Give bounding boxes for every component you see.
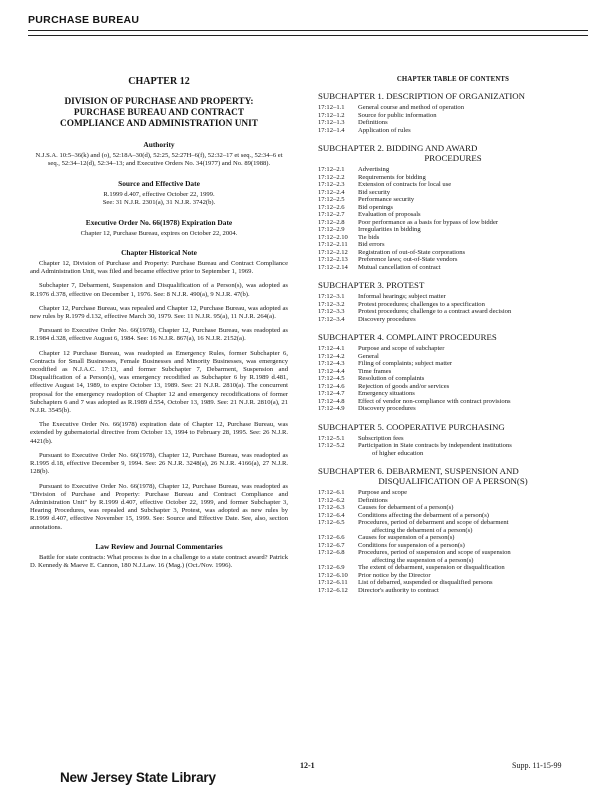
section-title <box>358 219 588 227</box>
section-title <box>358 308 588 316</box>
toc-entry <box>318 345 588 353</box>
section-number: 17:12–3.2 <box>318 300 345 308</box>
toc-entry <box>318 542 588 550</box>
section-number: 17:12–6.12 <box>318 586 348 594</box>
toc-entry <box>318 442 588 457</box>
toc-entry <box>318 249 588 257</box>
left-column <box>30 76 288 570</box>
section-number: 17:12–6.11 <box>318 579 348 586</box>
toc-entry <box>318 293 588 301</box>
section-title <box>358 489 588 497</box>
section-title <box>358 127 588 135</box>
section-title-text: Advertising <box>358 166 390 173</box>
source-line-2: See: 31 N.J.R. 2301(a), 31 N.J.R. 3742(b). <box>102 199 216 207</box>
section-title <box>358 166 588 174</box>
section-title <box>358 112 588 120</box>
section-number: 17:12–6.4 <box>318 511 345 519</box>
section-number: 17:12–2.11 <box>318 241 348 248</box>
section-number: 17:12–6.5 <box>318 519 345 526</box>
toc-entry <box>318 572 588 580</box>
expiration-heading: Executive Order No. 66(1978) Expiration Date <box>85 217 233 227</box>
toc-entry <box>318 119 588 127</box>
section-title-text: Registration of out-of-State corporations <box>358 248 466 256</box>
section-title <box>358 119 588 127</box>
section-number: 17:12–2.10 <box>318 233 348 241</box>
section-title <box>358 293 588 301</box>
section-title <box>358 204 588 212</box>
chapter-number: CHAPTER 12 <box>128 76 190 87</box>
section-title-text: Requirements for bidding <box>358 173 426 181</box>
toc-entry <box>318 353 588 361</box>
section-title <box>358 579 588 587</box>
toc-entry <box>318 204 588 212</box>
section-title-text: Causes for suspension of a person(s) <box>358 534 455 541</box>
section-title-text: Causes for debarment of a person(s) <box>358 504 454 511</box>
section-title-text: Tie bids <box>358 233 380 241</box>
section-title-text: Procedures, period of debarment and scope of debarment <box>358 519 509 526</box>
subchapter-heading-continued: PROCEDURES <box>424 153 482 163</box>
section-number: 17:12–4.9 <box>318 405 345 412</box>
toc-entry <box>318 549 588 564</box>
toc-entry <box>318 435 588 443</box>
toc-entry <box>318 308 588 316</box>
section-title-text: Application of rules <box>358 126 411 134</box>
toc-entry <box>318 375 588 383</box>
section-title <box>358 549 588 564</box>
section-title-text: Protest procedures; challenges to a specification <box>358 300 485 308</box>
section-title-continued: affecting the debarment of a person(s) <box>372 526 473 534</box>
section-number: 17:12–5.2 <box>318 442 345 449</box>
section-title-text: Participation in State contracts by independent institutions <box>358 442 512 449</box>
history-paragraph: Chapter 12 Purchase Bureau, was readopted as Emergency Rules, former Subchapter 6, Contracts for Small Businesses, Female Businesses and Minority Businesses, was emergency recodified as N.J.A.C. 17:13, and former Subchapter 7, Debarment, Suspension and Disqualification of a Person(s), was emergency recodified as Subchapter 6 by R.1989 d.481, effective August 14, 1989, to expire October 13, 1989. See: 21 N.J.R. 2810(a). The concurrent proposal for the emergency readoption of Chapter 12 and emergency recodifications of former Subchapters 6 and 7 was adopted as R.1989 d.554, October 13, 1989. See: 21 N.J.R. 2810(a), 21 N.J.R. 3545(b). <box>30 349 288 415</box>
section-title-text: Irregularities in bidding <box>358 226 421 233</box>
section-title <box>358 256 588 264</box>
section-title <box>358 512 588 520</box>
section-title-text: Bid openings <box>358 203 393 211</box>
section-title <box>358 534 588 542</box>
toc-entry <box>318 127 588 135</box>
section-title <box>358 390 588 398</box>
section-title <box>358 519 588 534</box>
running-head: PURCHASE BUREAU <box>28 14 140 26</box>
subchapter-heading <box>318 143 588 163</box>
toc-entry <box>318 256 588 264</box>
section-title-text: Filing of complaints; subject matter <box>358 360 453 367</box>
section-title <box>358 564 588 572</box>
section-number: 17:12–2.2 <box>318 173 345 181</box>
toc-entry <box>318 519 588 534</box>
toc-entry <box>318 383 588 391</box>
section-number: 17:12–4.1 <box>318 345 345 352</box>
source-heading: Source and Effective Date <box>118 178 200 188</box>
section-title-text: Emergency situations <box>358 390 415 397</box>
section-title <box>358 398 588 406</box>
section-title <box>358 383 588 391</box>
section-title-text: Definitions <box>358 119 388 126</box>
toc-entry <box>318 301 588 309</box>
section-title-text: Subscription fees <box>358 434 404 442</box>
section-title-text: Director's authority to contract <box>358 586 439 594</box>
section-number: 17:12–4.6 <box>318 382 345 390</box>
section-title <box>358 196 588 204</box>
history-paragraph: Subchapter 7, Debarment, Suspension and Disqualification of a Person(s), was adopted as R.1976 d.378, effective on December 1, 1976. See: 8 N.J.R. 490(a), 9 N.J.R. 47(b). <box>30 282 288 298</box>
section-number: 17:12–2.6 <box>318 203 345 211</box>
section-number: 17:12–2.9 <box>318 226 345 233</box>
section-number: 17:12–1.2 <box>318 111 345 119</box>
section-number: 17:12–2.13 <box>318 256 348 263</box>
section-title-text: The extent of debarment, suspension or disqualification <box>358 564 505 571</box>
history-paragraph: Pursuant to Executive Order No. 66(1978), Chapter 12, Purchase Bureau, was readopted as R.1984 d.328, effective August 6, 1984. See: 16 N.J.R. 867(a), 16 N.J.R. 2152(a). <box>30 327 288 343</box>
history-paragraph: Chapter 12, Division of Purchase and Property: Purchase Bureau and Contract Compliance and Administration Unit, was filed and became effective prior to September 1, 1969. <box>30 260 288 276</box>
toc-entry <box>318 226 588 234</box>
subchapter-heading-text: SUBCHAPTER 1. DESCRIPTION OF ORGANIZATION <box>318 91 525 101</box>
section-title <box>358 504 588 512</box>
history-paragraph: Pursuant to Executive Order No. 66(1978), Chapter 12, Purchase Bureau, was readopted as R.1995 d.18, effective December 9, 1994. See: 26 N.J.R. 3248(a), 26 N.J.R. 4166(a), 27 N.J.R. 128(b). <box>30 451 288 476</box>
toc-entry <box>318 104 588 112</box>
supplement-date: Supp. 11-15-99 <box>512 761 562 770</box>
toc-entry <box>318 196 588 204</box>
history-paragraph: Pursuant to Executive Order No. 66(1978), Chapter 12, Purchase Bureau, was readopted as "Division of Purchase and Property: Purchase Bureau and Contract Compliance and Administration Unit" by R.1999 d.407, effective October 22, 1999, and former Subchapter 3, Hearing Procedures, was repealed and Subchapter 3, Protest, was adopted as new rules by R.1999 d.407, effective November 15, 1999. See: Source and Effective Date. See, also, section annotations. <box>30 482 288 531</box>
section-number: 17:12–6.8 <box>318 549 345 556</box>
section-number: 17:12–2.1 <box>318 166 345 173</box>
header-rule-thin <box>28 35 588 36</box>
section-number: 17:12–2.12 <box>318 248 348 256</box>
section-title-continued: of higher education <box>372 449 424 457</box>
section-title-text: Procedures, period of suspension and scope of suspension <box>358 549 511 556</box>
subchapter-heading-text: SUBCHAPTER 3. PROTEST <box>318 280 425 290</box>
section-title <box>358 241 588 249</box>
section-title <box>358 542 588 550</box>
section-number: 17:12–4.4 <box>318 367 345 375</box>
section-title-text: Poor performance as a basis for bypass of low bidder <box>358 218 499 226</box>
section-title-text: Informal hearings; subject matter <box>358 293 446 300</box>
section-list <box>318 345 588 413</box>
section-number: 17:12–6.3 <box>318 504 345 511</box>
right-column <box>318 76 588 594</box>
subchapter-heading <box>318 422 588 432</box>
section-title-text: Source for public information <box>358 111 437 119</box>
expiration-text: Chapter 12, Purchase Bureau, expires on October 22, 2004. <box>80 229 238 237</box>
section-title <box>358 405 588 413</box>
library-watermark: New Jersey State Library <box>60 770 216 785</box>
section-list <box>318 104 588 134</box>
subchapter-heading-text: SUBCHAPTER 2. BIDDING AND AWARD <box>318 143 478 153</box>
toc-entry <box>318 219 588 227</box>
subchapter-heading-text: SUBCHAPTER 6. DEBARMENT, SUSPENSION AND <box>318 466 519 476</box>
section-title-text: Prior notice by the Director <box>358 571 431 579</box>
toc-entry <box>318 405 588 413</box>
toc-entry <box>318 390 588 398</box>
authority-text: N.J.S.A. 10:5–36(k) and (o), 52:18A–30(d), 52:25, 52:27H–6(f), 52:32–17 et seq., 52:34–6 et seq., 52:34–12(d), 52:34–13; and Executive Orders No. 34(1977) and No. 89(1988). <box>35 152 283 168</box>
toc-entry <box>318 587 588 595</box>
section-title <box>358 264 588 272</box>
subchapter-heading-text: SUBCHAPTER 4. COMPLAINT PROCEDURES <box>318 332 497 342</box>
toc-entry <box>318 579 588 587</box>
subchapter-heading-text: SUBCHAPTER 5. COOPERATIVE PURCHASING <box>318 421 505 432</box>
section-title <box>358 181 588 189</box>
section-title-text: Purpose and scope of subchapter <box>358 345 445 352</box>
section-list <box>318 489 588 594</box>
section-title <box>358 174 588 182</box>
toc-entry <box>318 564 588 572</box>
history-paragraph: Chapter 12, Purchase Bureau, was repealed and Chapter 12, Purchase Bureau, was adopted as new rules by R.1979 d.132, effective March 30, 1979. See: 11 N.J.R. 95(a), 11 N.J.R. 264(a). <box>30 304 288 321</box>
section-list <box>318 435 588 458</box>
toc-entry <box>318 398 588 406</box>
section-number: 17:12–4.8 <box>318 397 345 405</box>
section-number: 17:12–4.3 <box>318 360 345 367</box>
section-title <box>358 442 588 457</box>
section-list <box>318 166 588 271</box>
source-line-1: R.1999 d.407, effective October 22, 1999. <box>103 190 215 198</box>
section-number: 17:12–6.7 <box>318 541 345 549</box>
toc-entry <box>318 181 588 189</box>
section-title-continued: affecting the suspension of a person(s) <box>372 556 474 564</box>
header-rule <box>28 30 588 31</box>
section-number: 17:12–2.7 <box>318 211 345 218</box>
history-paragraph: The Executive Order No. 66(1978) expiration date of Chapter 12, Purchase Bureau, was extended by gubernatorial directive from October 13, 1994 to February 28, 1995. See: 26 N.J.R. 4421(b). <box>30 421 288 445</box>
section-number: 17:12–6.1 <box>318 489 345 496</box>
section-title <box>358 572 588 580</box>
section-number: 17:12–2.4 <box>318 188 345 196</box>
toc-entry <box>318 512 588 520</box>
section-title-text: Rejection of goods and/or services <box>358 382 450 390</box>
toc-entry <box>318 368 588 376</box>
toc-entry <box>318 264 588 272</box>
section-number: 17:12–4.7 <box>318 390 345 397</box>
section-title <box>358 234 588 242</box>
section-number: 17:12–4.2 <box>318 352 345 360</box>
toc-entry <box>318 497 588 505</box>
section-title <box>358 497 588 505</box>
section-title-text: Protest procedures; challenge to a contract award decision <box>358 308 512 315</box>
law-review-heading: Law Review and Journal Commentaries <box>95 541 223 551</box>
section-title-text: Discovery procedures <box>358 315 416 323</box>
section-number: 17:12–6.9 <box>318 564 345 571</box>
subchapter-heading-continued: DISQUALIFICATION OF A PERSON(S) <box>378 476 528 486</box>
section-title-text: Definitions <box>358 496 388 504</box>
section-title <box>358 368 588 376</box>
section-number: 17:12–5.1 <box>318 434 345 442</box>
section-number: 17:12–1.1 <box>318 104 345 111</box>
toc-entry <box>318 189 588 197</box>
chapter-title: DIVISION OF PURCHASE AND PROPERTY: PURCHASE BUREAU AND CONTRACT COMPLIANCE AND ADMINISTRATION UNIT <box>60 97 258 129</box>
toc-title: CHAPTER TABLE OF CONTENTS <box>396 76 510 83</box>
page-number: 12-1 <box>300 761 315 770</box>
toc-entry <box>318 316 588 324</box>
toc-entry <box>318 241 588 249</box>
section-title-text: General <box>358 352 379 360</box>
section-title-text: Discovery procedures <box>358 405 416 412</box>
section-title-text: Purpose and scope <box>358 489 408 496</box>
section-number: 17:12–6.2 <box>318 496 345 504</box>
section-title-text: List of debarred, suspended or disqualified persons <box>358 579 493 586</box>
toc-entry <box>318 234 588 242</box>
toc-entry <box>318 112 588 120</box>
section-title-text: Time frames <box>358 367 392 375</box>
section-title-text: Effect of vendor non-compliance with contract provisions <box>358 397 511 405</box>
section-title <box>358 189 588 197</box>
section-title-text: Conditions for suspension of a person(s) <box>358 541 465 549</box>
section-number: 17:12–1.4 <box>318 126 345 134</box>
table-of-contents <box>318 91 588 594</box>
subchapter-heading <box>318 280 588 290</box>
section-title <box>358 375 588 383</box>
section-number: 17:12–3.4 <box>318 315 345 323</box>
section-number: 17:12–1.3 <box>318 119 345 126</box>
toc-entry <box>318 174 588 182</box>
section-title <box>358 345 588 353</box>
section-title <box>358 360 588 368</box>
section-title-text: Bid errors <box>358 241 385 248</box>
section-title-text: Evaluation of proposals <box>358 211 421 218</box>
section-title <box>358 353 588 361</box>
toc-entry <box>318 360 588 368</box>
section-number: 17:12–6.10 <box>318 571 348 579</box>
section-number: 17:12–2.8 <box>318 218 345 226</box>
section-title <box>358 587 588 595</box>
section-number: 17:12–2.5 <box>318 196 345 203</box>
subchapter-heading <box>318 466 588 486</box>
section-title <box>358 211 588 219</box>
section-title-text: Conditions affecting the debarment of a person(s) <box>358 511 489 519</box>
section-title-text: Extension of contracts for local use <box>358 181 452 188</box>
section-title <box>358 435 588 443</box>
section-number: 17:12–4.5 <box>318 375 345 382</box>
section-title <box>358 226 588 234</box>
subchapter-heading <box>318 91 588 101</box>
toc-entry <box>318 489 588 497</box>
authority-heading: Authority <box>143 140 175 149</box>
section-title-text: Resolution of complaints <box>358 375 425 382</box>
section-title <box>358 249 588 257</box>
section-list <box>318 293 588 323</box>
toc-entry <box>318 534 588 542</box>
section-title-text: Performance security <box>358 196 415 203</box>
section-number: 17:12–3.1 <box>318 293 345 300</box>
section-number: 17:12–2.14 <box>318 263 348 271</box>
toc-entry <box>318 211 588 219</box>
section-number: 17:12–6.6 <box>318 534 345 541</box>
section-number: 17:12–2.3 <box>318 181 345 188</box>
law-review-text: Battle for state contracts: What process is due in a challenge to a state contract award? Patrick D. Kennedy & Maeve E. Cannon, 180 N.J.Law. 16 (Mag.) (Oct./Nov. 1996). <box>30 553 288 569</box>
toc-entry <box>318 504 588 512</box>
section-title-text: Mutual cancellation of contract <box>358 263 441 271</box>
toc-entry <box>318 166 588 174</box>
section-title-text: Preference laws; out-of-State vendors <box>358 256 458 263</box>
section-title-text: Bid security <box>358 188 391 196</box>
section-number: 17:12–3.3 <box>318 308 345 315</box>
section-title <box>358 104 588 112</box>
history-heading: Chapter Historical Note <box>121 248 197 258</box>
subchapter-heading <box>318 332 588 342</box>
section-title <box>358 316 588 324</box>
section-title-text: General course and method of operation <box>358 104 465 111</box>
section-title <box>358 301 588 309</box>
history-notes <box>30 260 288 532</box>
